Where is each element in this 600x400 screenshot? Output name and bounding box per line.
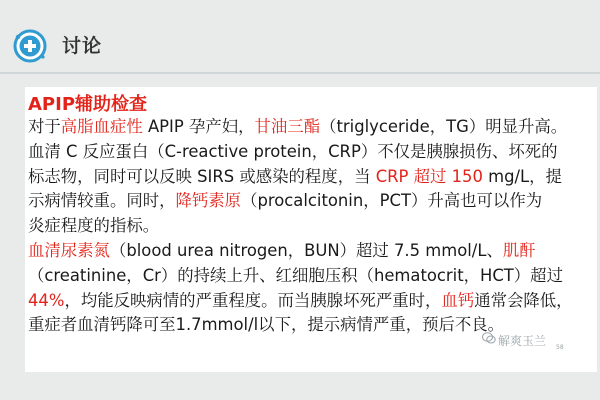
text-run: mg/L，提 [482, 166, 562, 186]
text-run: ，均能反映病情的严重程度。而当胰腺坏死严重时， [64, 290, 442, 310]
wechat-icon [482, 331, 496, 345]
text-run: （procalcitonin，PCT）升高也可以作为 [241, 191, 543, 211]
page-number: 58 [556, 344, 564, 351]
text-line [28, 239, 594, 264]
page-title: 讨论 [62, 35, 103, 57]
body-paragraph [28, 115, 594, 338]
highlight-term: 高脂血症性 [60, 117, 143, 136]
watermark-text: 解爽玉兰 [498, 334, 547, 348]
text-run: （creatinine，Cr）的持续上升、红细胞压积（hematocrit，HCT）超过 [28, 265, 563, 285]
text-line [28, 165, 594, 190]
text-line [28, 140, 594, 165]
text-line [28, 264, 594, 289]
section-title: APIP辅助检查 [28, 94, 148, 115]
text-run: 炎症程度的指标。 [28, 216, 160, 236]
text-line [28, 214, 594, 239]
text-line [28, 289, 594, 314]
text-run: 血清 C 反应蛋白（C-reactive protein，CRP）不仅是胰腺损伤、坏死的 [28, 141, 558, 161]
text-line [28, 189, 594, 214]
highlight-term: 肌酐 [502, 240, 536, 260]
text-run: （triglyceride，TG）明显升高。 [320, 117, 568, 136]
highlight-term: 甘油三酯 [254, 117, 321, 136]
header-bar [0, 26, 600, 66]
text-run: 示病情较重。同时， [28, 191, 176, 211]
content-panel [25, 87, 597, 372]
medical-cross-icon [13, 29, 47, 63]
text-line [28, 115, 594, 140]
text-run: 标志物，同时可以反映 SIRS 或感染的程度，当 [28, 166, 376, 186]
text-run: 通常会降低， [474, 290, 573, 310]
highlight-term: 44% [28, 290, 65, 310]
highlight-term: 降钙素原 [175, 191, 242, 211]
text-run: （blood urea nitrogen，BUN）超过 7.5 mmol/L、 [109, 240, 503, 260]
text-run: APIP 孕产妇， [142, 117, 255, 136]
highlight-term: 血清尿素氮 [28, 240, 110, 260]
highlight-term: CRP 超过 150 [375, 166, 483, 186]
header-divider [0, 72, 600, 74]
text-run: 重症者血清钙降可至1.7mmol/l以下，提示病情严重，预后不良。 [28, 315, 505, 335]
text-run: 对于 [28, 117, 61, 136]
highlight-term: 血钙 [441, 290, 475, 310]
